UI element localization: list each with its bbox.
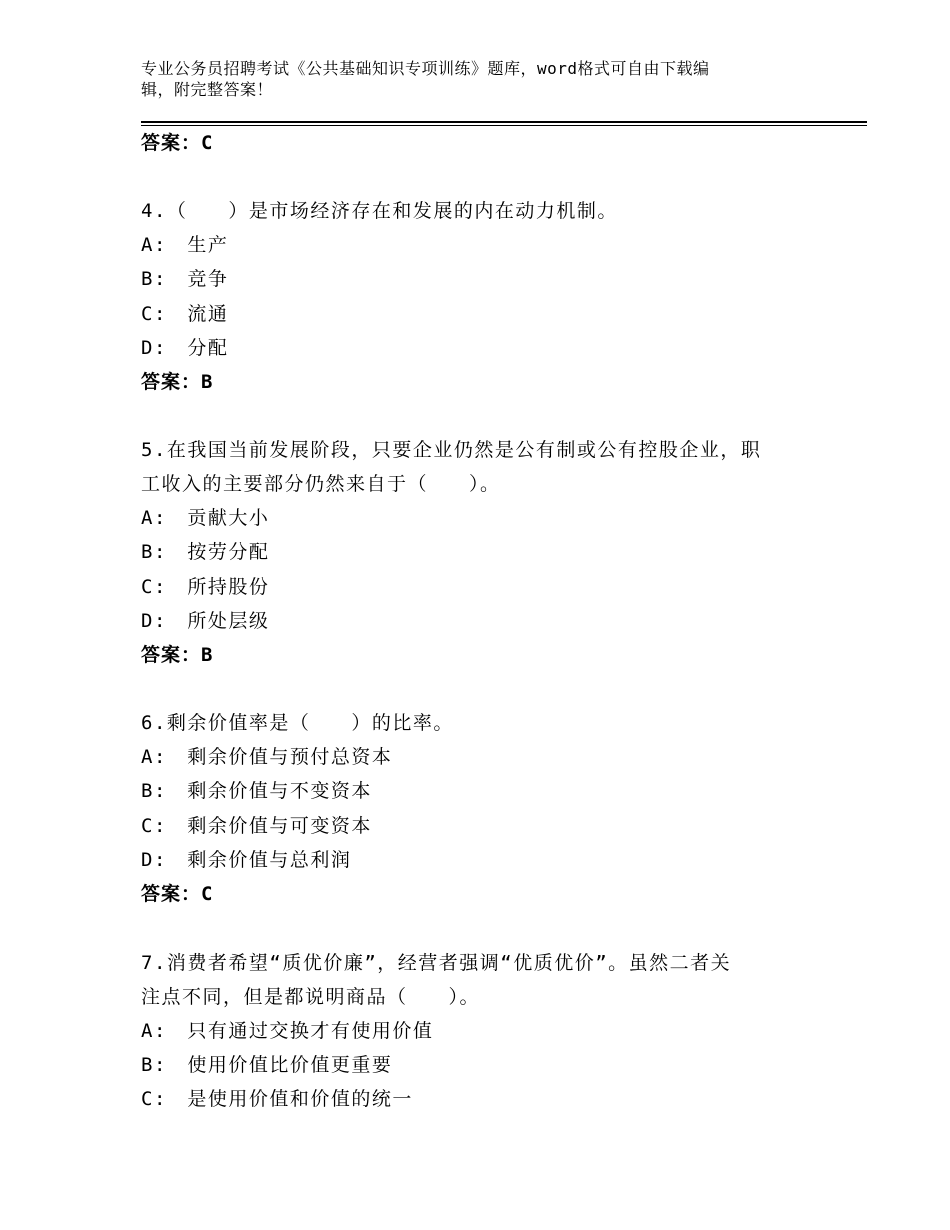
header-divider-thin — [141, 125, 867, 126]
header-divider-thick — [141, 121, 867, 123]
question-7-option-a: A: 只有通过交换才有使用价值 — [141, 1020, 434, 1042]
question-5-option-b: B: 按劳分配 — [141, 541, 270, 563]
header-line-1: 专业公务员招聘考试《公共基础知识专项训练》题库，word格式可自由下载编 — [141, 59, 710, 78]
question-6-option-c: C: 剩余价值与可变资本 — [141, 815, 372, 837]
question-6-option-b: B: 剩余价值与不变资本 — [141, 780, 372, 802]
question-7-option-b: B: 使用价值比价值更重要 — [141, 1054, 393, 1076]
question-7-stem-line-2: 注点不同，但是都说明商品（ ）。 — [141, 986, 481, 1008]
question-6-answer: 答案：C — [141, 883, 214, 905]
question-5-stem-line-1: 5.在我国当前发展阶段，只要企业仍然是公有制或公有控股企业，职 — [141, 439, 762, 461]
question-6-option-a: A: 剩余价值与预付总资本 — [141, 746, 393, 768]
question-5-option-d: D: 所处层级 — [141, 610, 270, 632]
question-6-option-d: D: 剩余价值与总利润 — [141, 849, 352, 871]
question-4-option-a: A: 生产 — [141, 234, 229, 256]
question-5-option-a: A: 贡献大小 — [141, 507, 270, 529]
question-4-stem: 4.（ ）是市场经济存在和发展的内在动力机制。 — [141, 200, 618, 222]
question-7-option-c: C: 是使用价值和价值的统一 — [141, 1088, 413, 1110]
question-4-option-c: C: 流通 — [141, 303, 229, 325]
question-5-stem-line-2: 工收入的主要部分仍然来自于（ ）。 — [141, 473, 501, 495]
question-5-answer: 答案：B — [141, 644, 214, 666]
header-line-2: 辑，附完整答案！ — [141, 80, 274, 99]
question-4-option-b: B: 竞争 — [141, 268, 229, 290]
question-6-stem: 6.剩余价值率是（ ）的比率。 — [141, 712, 454, 734]
question-7-stem-line-1: 7.消费者希望“质优价廉”，经营者强调“优质优价”。虽然二者关 — [141, 952, 732, 974]
question-5-option-c: C: 所持股份 — [141, 576, 270, 598]
page-header — [141, 58, 791, 100]
question-4-answer: 答案：B — [141, 371, 214, 393]
prev-answer: 答案：C — [141, 132, 214, 154]
question-4-option-d: D: 分配 — [141, 337, 229, 359]
